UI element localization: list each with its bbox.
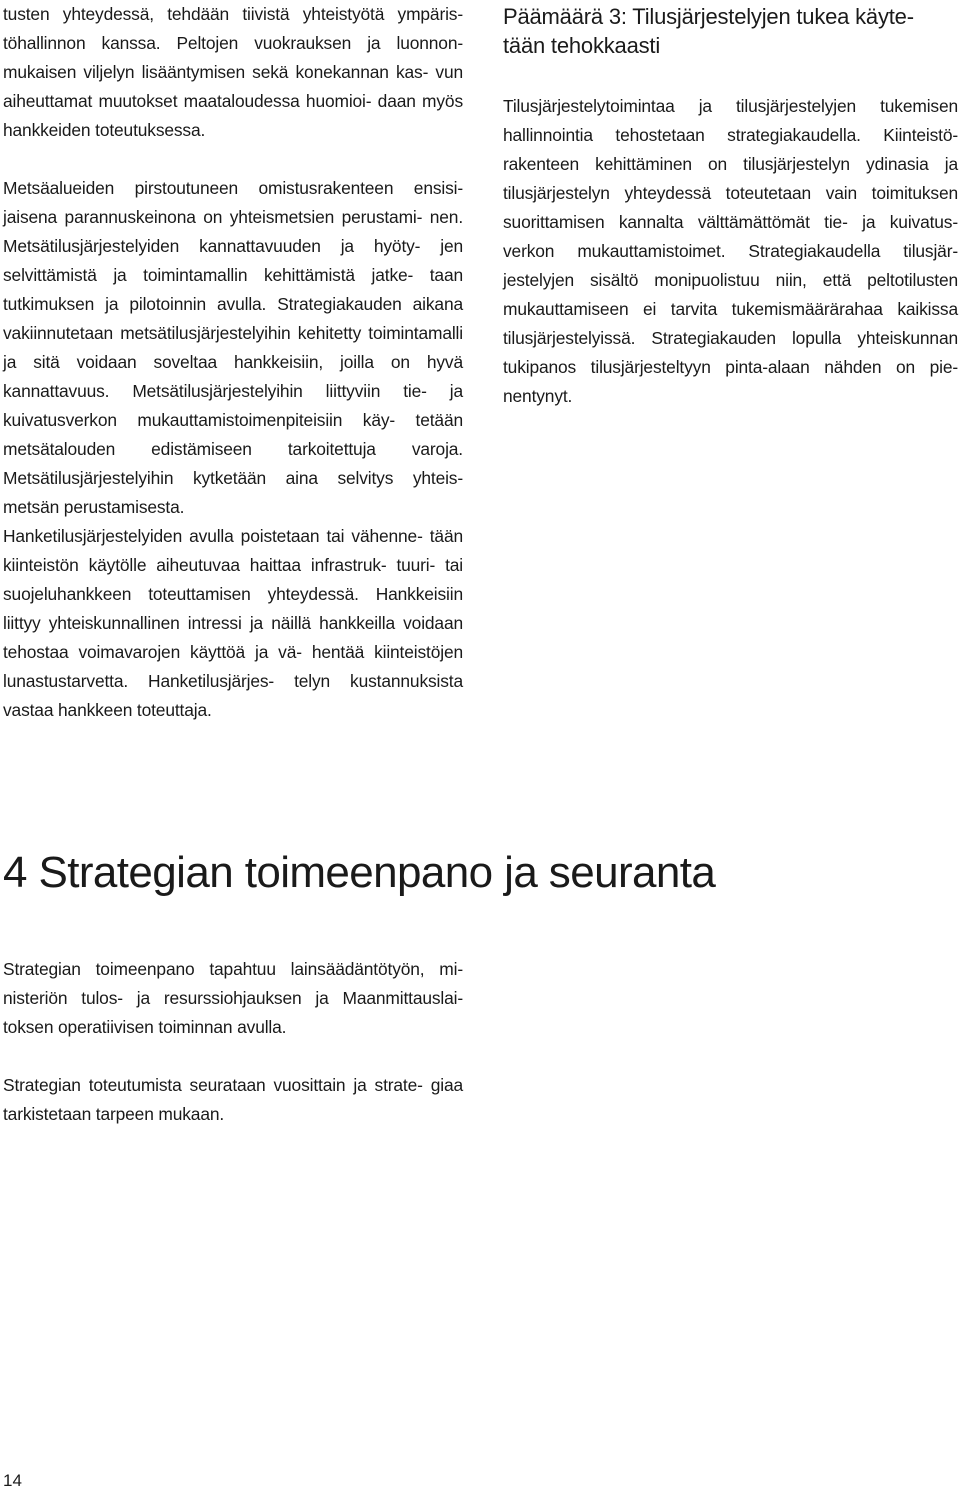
left-paragraph-2: Metsäalueiden pirstoutuneen omistusrakenteen ensisi- jaisena parannuskeinona on yhteismetsien perustami- nen. Metsätilusjärjestelyiden kannattavuuden ja hyöty- jen selvittämistä ja toimintamallin kehittämistä jatke- taan tutkimuksen ja pilotoinnin avulla. Strategiakauden aikana vakiinnutetaan metsätilusjärjestelyihin kehitetty toimintamalli ja sitä voidaan soveltaa hankkeisiin, joilla on hyvä kannattavuus. Metsätilusjärjestelyihin liittyviin tie- ja kuivatusverkon mukauttamistoimenpiteisiin käy- tetään metsätalouden edistämiseen tarkoitettuja varoja. Metsätilusjärjestelyihin kytketään aina selvitys yhteis- metsän perustamisesta. [3, 178, 463, 517]
section-4-body [3, 955, 463, 1129]
section-4-paragraph-1: Strategian toimeenpano tapahtuu lainsäädäntötyön, mi- nisteriön tulos- ja resurssiohjauksen ja Maanmittauslai- toksen operatiivisen toiminnan avulla. [3, 959, 463, 1037]
left-paragraph-1: tusten yhteydessä, tehdään tiivistä yhteistyötä ympäris- töhallinnon kanssa. Peltojen vuokrauksen ja luonnon- mukaisen viljelyn lisääntymisen sekä konekannan kas- vun aiheuttamat muutokset maataloudessa huomioi- daan myös hankkeiden toteutuksessa. [3, 4, 463, 140]
left-column-lower [3, 522, 463, 725]
section-4-header [3, 838, 903, 908]
section-4-heading: 4 Strategian toimeenpano ja seuranta [3, 848, 716, 897]
left-column [3, 0, 463, 522]
right-paragraph-1: Tilusjärjestelytoimintaa ja tilusjärjestelyjen tukemisen hallinnointia tehostetaan strategiakaudella. Kiinteistö- rakenteen kehittäminen on tilusjärjestelyn ydinasia ja tilusjärjestelyn yhteydessä toteutetaan vain toimituksen suorittamisen kannalta välttämättömät tie- ja kuivatus- verkon mukauttamistoimet. Strategiakaudella tilusjär- jestelyjen sisältö monipuolistuu niin, että peltotilusten mukauttamiseen ei tarvita tukemismäärärahaa kaikissa tilusjärjestelyissä. Strategiakauden lopulla yhteiskunnan tukipanos tilusjärjesteltyyn pinta-alaan nähden on pie- nentynyt. [503, 96, 958, 406]
page-number: 14 [3, 1471, 22, 1490]
left-paragraph-3: Hanketilusjärjestelyiden avulla poistetaan tai vähenne- tään kiinteistön käytölle aiheutuvaa haittaa infrastruk- tuuri- tai suojeluhankkeen toteuttamisen yhteydessä. Hankkeisiin liittyy yhteiskunnallinen intressi ja näillä hankkeilla voidaan tehostaa voimavarojen käyttöä ja vä- hentää kiinteistöjen lunastustarvetta. Hanketilusjärjes- telyn kustannuksista vastaa hankkeen toteuttaja. [3, 526, 463, 720]
right-column [503, 2, 958, 411]
goal-3-heading: Päämäärä 3: Tilusjärjestelyjen tukea käyte- tään tehokkaasti [503, 4, 914, 58]
section-4-paragraph-2: Strategian toteutumista seurataan vuosittain ja strate- giaa tarkistetaan tarpeen mukaan. [3, 1075, 463, 1124]
